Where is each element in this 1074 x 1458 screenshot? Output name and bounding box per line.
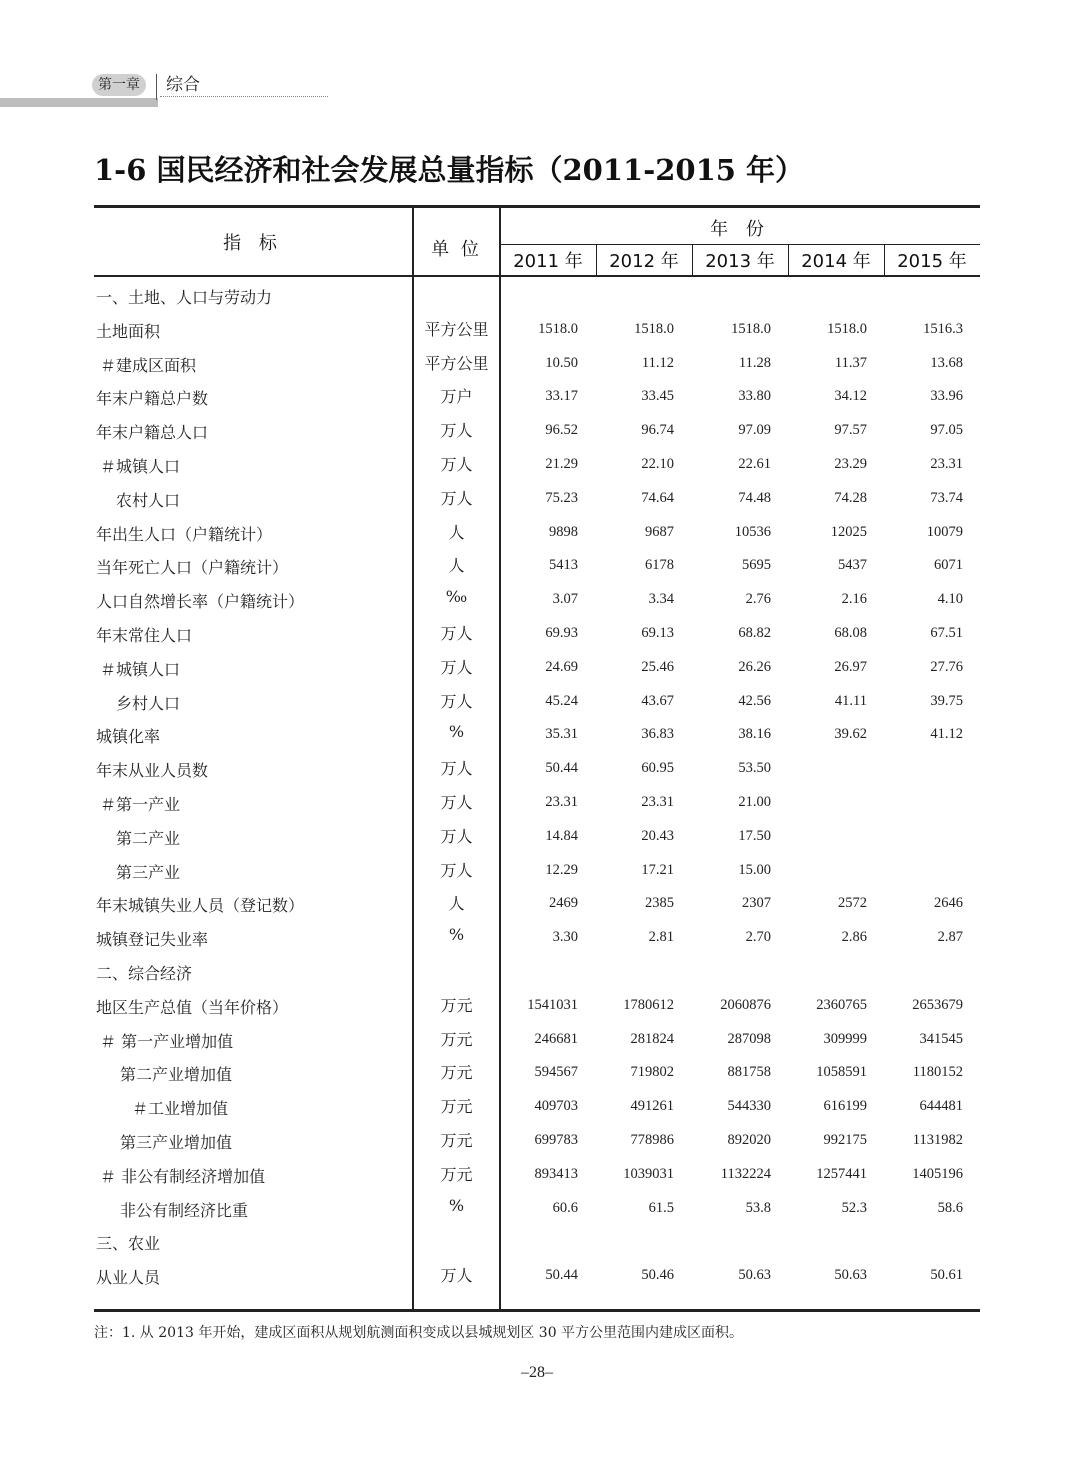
value-cell: 409703 (534, 1098, 578, 1115)
value-cell: 26.97 (834, 658, 867, 675)
indicator-unit: 平方公里 (424, 353, 489, 373)
value-cell: 50.61 (930, 1267, 963, 1284)
indicator-name: 第二产业增加值 (120, 1065, 233, 1085)
value-cell: 33.17 (545, 388, 578, 405)
indicator-name: 二、综合经济 (96, 963, 193, 983)
value-cell: 50.63 (738, 1267, 771, 1284)
value-cell: 341545 (919, 1030, 963, 1047)
table-row (94, 549, 980, 583)
value-cell: 1516.3 (923, 320, 963, 337)
value-cell: 27.76 (930, 658, 963, 675)
table-row (94, 313, 980, 347)
indicator-unit: 万元 (440, 1097, 473, 1117)
indicator-unit: 万人 (440, 623, 473, 643)
table-row (94, 448, 980, 482)
value-cell: 74.48 (738, 489, 771, 506)
value-cell: 38.16 (738, 726, 771, 743)
value-cell: 23.29 (834, 455, 867, 472)
indicator-name: ＃城镇人口 (100, 659, 181, 679)
year-header: 2015 年 (897, 251, 967, 272)
table-row (94, 1158, 980, 1192)
indicator-unit: 万人 (440, 759, 473, 779)
indicator-name: ＃ 第一产业增加值 (100, 1031, 234, 1051)
value-cell: 9687 (645, 523, 674, 540)
value-cell: 2060876 (720, 996, 771, 1013)
indicator-unit: % (448, 925, 465, 945)
indicator-name: 地区生产总值（当年价格） (96, 997, 289, 1017)
value-cell: 1058591 (816, 1064, 867, 1081)
indicator-unit: 人 (448, 522, 465, 542)
value-cell: 22.10 (641, 455, 674, 472)
indicator-name: ＃ 非公有制经济增加值 (100, 1166, 266, 1186)
value-cell: 2.86 (841, 929, 867, 946)
value-cell: 4.10 (937, 591, 963, 608)
header-years: 年 份 (710, 219, 770, 240)
value-cell: 1039031 (623, 1165, 674, 1182)
value-cell: 97.57 (834, 422, 867, 439)
indicator-name: ＃城镇人口 (100, 456, 181, 476)
value-cell: 52.3 (841, 1199, 867, 1216)
value-cell: 11.12 (641, 354, 674, 371)
value-cell: 13.68 (930, 354, 963, 371)
value-cell: 17.21 (641, 861, 674, 878)
value-cell: 2646 (934, 895, 963, 912)
value-cell: 2360765 (816, 996, 867, 1013)
indicator-unit: 万元 (440, 1164, 473, 1184)
value-cell: 1257441 (816, 1165, 867, 1182)
table-row (94, 955, 980, 989)
value-cell: 34.12 (834, 388, 867, 405)
value-cell: 2653679 (912, 996, 963, 1013)
value-cell: 5695 (742, 557, 771, 574)
value-cell: 23.31 (930, 455, 963, 472)
value-cell: 35.31 (545, 726, 578, 743)
value-cell: 2.76 (745, 591, 771, 608)
value-cell: 69.93 (545, 624, 578, 641)
value-cell: 2385 (645, 895, 674, 912)
indicator-unit: 万人 (440, 454, 473, 474)
indicator-name: 非公有制经济比重 (120, 1200, 249, 1220)
indicator-unit: 人 (448, 556, 465, 576)
footnote: 注：1. 从 2013 年开始，建成区面积从规划航测面积变成以县城规划区 30 平方公里范围内建成区面积。 (94, 1325, 744, 1341)
value-cell: 60.95 (641, 760, 674, 777)
value-cell: 53.50 (738, 760, 771, 777)
indicator-name: 年末户籍总户数 (96, 389, 209, 409)
table-top-rule (94, 205, 980, 208)
value-cell: 1131982 (912, 1131, 963, 1148)
table-row (94, 347, 980, 381)
value-cell: 5437 (838, 557, 867, 574)
value-cell: 719802 (630, 1064, 674, 1081)
year-header: 2012 年 (609, 251, 679, 272)
indicator-name: 人口自然增长率（户籍统计） (96, 592, 305, 612)
value-cell: 2307 (742, 895, 771, 912)
value-cell: 11.28 (738, 354, 771, 371)
table-row (94, 921, 980, 955)
value-cell: 73.74 (930, 489, 963, 506)
value-cell: 20.43 (641, 827, 674, 844)
table-row (94, 1124, 980, 1158)
indicator-unit: ‰ (445, 587, 468, 607)
value-cell: 6071 (934, 557, 963, 574)
value-cell: 992175 (823, 1131, 867, 1148)
value-cell: 26.26 (738, 658, 771, 675)
value-cell: 60.6 (552, 1199, 578, 1216)
value-cell: 41.11 (834, 692, 867, 709)
table-row (94, 1056, 980, 1090)
value-cell: 58.6 (937, 1199, 963, 1216)
table-row (94, 1225, 980, 1259)
indicator-name: ＃建成区面积 (100, 355, 197, 375)
value-cell: 5413 (549, 557, 578, 574)
value-cell: 778986 (630, 1131, 674, 1148)
year-divider (788, 245, 789, 275)
year-header: 2013 年 (705, 251, 775, 272)
value-cell: 75.23 (545, 489, 578, 506)
value-cell: 33.80 (738, 388, 771, 405)
value-cell: 12025 (830, 523, 867, 540)
indicator-name: 年末户籍总人口 (96, 423, 209, 443)
indicator-unit: 万人 (440, 860, 473, 880)
value-cell: 3.34 (648, 591, 674, 608)
value-cell: 14.84 (545, 827, 578, 844)
value-cell: 544330 (727, 1098, 771, 1115)
value-cell: 2.70 (745, 929, 771, 946)
table-row (94, 279, 980, 313)
value-cell: 594567 (534, 1064, 578, 1081)
value-cell: 2.81 (648, 929, 674, 946)
value-cell: 50.44 (545, 1267, 578, 1284)
table-row (94, 887, 980, 921)
value-cell: 246681 (534, 1030, 578, 1047)
value-cell: 1180152 (912, 1064, 963, 1081)
indicator-unit: 万元 (440, 995, 473, 1015)
table-row (94, 1023, 980, 1057)
value-cell: 2.87 (937, 929, 963, 946)
indicator-name: 年末城镇失业人员（登记数） (96, 896, 305, 916)
header-indicator: 指 标 (223, 233, 283, 254)
value-cell: 2572 (838, 895, 867, 912)
value-cell: 97.09 (738, 422, 771, 439)
value-cell: 9898 (549, 523, 578, 540)
table-row (94, 854, 980, 888)
value-cell: 309999 (823, 1030, 867, 1047)
value-cell: 281824 (630, 1030, 674, 1047)
header-bar (0, 98, 158, 107)
indicator-name: 第二产业 (116, 828, 181, 848)
value-cell: 21.00 (738, 793, 771, 810)
value-cell: 96.52 (545, 422, 578, 439)
table-row (94, 752, 980, 786)
value-cell: 892020 (727, 1131, 771, 1148)
value-cell: 39.75 (930, 692, 963, 709)
header-dotted-rule (160, 96, 328, 97)
value-cell: 6178 (645, 557, 674, 574)
years-subheader-rule (500, 244, 980, 245)
header-unit: 单 位 (431, 239, 482, 260)
page-title: 1-6 国民经济和社会发展总量指标（2011-2015 年） (94, 153, 805, 187)
value-cell: 287098 (727, 1030, 771, 1047)
indicator-name: 年末常住人口 (96, 625, 193, 645)
value-cell: 45.24 (545, 692, 578, 709)
value-cell: 2469 (549, 895, 578, 912)
table-row (94, 1259, 980, 1293)
value-cell: 10.50 (545, 354, 578, 371)
value-cell: 699783 (534, 1131, 578, 1148)
value-cell: 22.61 (738, 455, 771, 472)
table-row (94, 989, 980, 1023)
indicator-unit: % (448, 1195, 465, 1215)
table-row (94, 617, 980, 651)
indicator-unit: 万人 (440, 792, 473, 812)
value-cell: 97.05 (930, 422, 963, 439)
indicator-name: 第三产业增加值 (120, 1132, 233, 1152)
indicator-unit: 人 (448, 894, 465, 914)
indicator-name: 城镇登记失业率 (96, 930, 209, 950)
indicator-name: 土地面积 (96, 321, 161, 341)
table-row (94, 1090, 980, 1124)
value-cell: 42.56 (738, 692, 771, 709)
value-cell: 1518.0 (538, 320, 578, 337)
indicator-name: ＃第一产业 (100, 794, 181, 814)
table-row (94, 651, 980, 685)
year-divider (692, 245, 693, 275)
table-row (94, 718, 980, 752)
indicator-unit: 平方公里 (424, 319, 489, 339)
value-cell: 67.51 (930, 624, 963, 641)
value-cell: 15.00 (738, 861, 771, 878)
value-cell: 11.37 (834, 354, 867, 371)
value-cell: 3.07 (552, 591, 578, 608)
indicator-unit: % (448, 722, 465, 742)
table-row (94, 516, 980, 550)
indicator-unit: 万元 (440, 1130, 473, 1150)
table-row (94, 685, 980, 719)
value-cell: 68.08 (834, 624, 867, 641)
indicator-unit: 万元 (440, 1063, 473, 1083)
indicator-unit: 万人 (440, 488, 473, 508)
table-row (94, 583, 980, 617)
indicator-name: 乡村人口 (116, 693, 181, 713)
value-cell: 39.62 (834, 726, 867, 743)
table-row (94, 820, 980, 854)
indicator-unit: 万人 (440, 1266, 473, 1286)
value-cell: 1518.0 (634, 320, 674, 337)
value-cell: 10536 (734, 523, 771, 540)
value-cell: 23.31 (641, 793, 674, 810)
indicator-name: 城镇化率 (96, 727, 161, 747)
value-cell: 50.46 (641, 1267, 674, 1284)
value-cell: 50.44 (545, 760, 578, 777)
value-cell: 74.28 (834, 489, 867, 506)
indicator-name: 当年死亡人口（户籍统计） (96, 558, 289, 578)
year-header: 2014 年 (801, 251, 871, 272)
value-cell: 68.82 (738, 624, 771, 641)
value-cell: 1541031 (527, 996, 578, 1013)
value-cell: 616199 (823, 1098, 867, 1115)
indicator-unit: 万人 (440, 657, 473, 677)
indicator-name: 三、农业 (96, 1234, 161, 1254)
value-cell: 1518.0 (827, 320, 867, 337)
indicator-name: ＃工业增加值 (132, 1099, 229, 1119)
chapter-badge: 第一章 (92, 74, 146, 96)
chapter-name: 综合 (166, 75, 200, 95)
value-cell: 17.50 (738, 827, 771, 844)
page-number: –28– (521, 1364, 553, 1381)
value-cell: 893413 (534, 1165, 578, 1182)
value-cell: 23.31 (545, 793, 578, 810)
indicator-unit: 万人 (440, 826, 473, 846)
table-header-rule (94, 275, 980, 277)
value-cell: 33.96 (930, 388, 963, 405)
value-cell: 43.67 (641, 692, 674, 709)
value-cell: 644481 (919, 1098, 963, 1115)
table-row (94, 786, 980, 820)
value-cell: 12.29 (545, 861, 578, 878)
value-cell: 3.30 (552, 929, 578, 946)
value-cell: 36.83 (641, 726, 674, 743)
table-bottom-rule (94, 1309, 980, 1312)
table-body (94, 279, 980, 1293)
table-row (94, 380, 980, 414)
value-cell: 74.64 (641, 489, 674, 506)
indicator-name: 从业人员 (96, 1268, 161, 1288)
indicator-name: 一、土地、人口与劳动力 (96, 288, 273, 307)
value-cell: 25.46 (641, 658, 674, 675)
value-cell: 50.63 (834, 1267, 867, 1284)
indicator-name: 第三产业 (116, 862, 181, 882)
value-cell: 491261 (630, 1098, 674, 1115)
value-cell: 41.12 (930, 726, 963, 743)
indicator-name: 年末从业人员数 (96, 761, 209, 781)
table-row (94, 1192, 980, 1226)
indicator-name: 农村人口 (116, 490, 181, 510)
value-cell: 24.69 (545, 658, 578, 675)
value-cell: 10079 (926, 523, 963, 540)
indicator-unit: 万人 (440, 691, 473, 711)
value-cell: 1132224 (720, 1165, 771, 1182)
indicator-unit: 万人 (440, 421, 473, 441)
year-header: 2011 年 (513, 251, 583, 272)
value-cell: 33.45 (641, 388, 674, 405)
header-separator (156, 74, 157, 100)
indicator-name: 年出生人口（户籍统计） (96, 524, 273, 544)
value-cell: 96.74 (641, 422, 674, 439)
value-cell: 61.5 (648, 1199, 674, 1216)
table-row (94, 482, 980, 516)
value-cell: 2.16 (841, 591, 867, 608)
value-cell: 69.13 (641, 624, 674, 641)
value-cell: 21.29 (545, 455, 578, 472)
table-row (94, 414, 980, 448)
value-cell: 881758 (727, 1064, 771, 1081)
indicator-unit: 万户 (440, 387, 473, 407)
value-cell: 53.8 (745, 1199, 771, 1216)
value-cell: 1518.0 (731, 320, 771, 337)
year-divider (596, 245, 597, 275)
indicator-unit: 万元 (440, 1029, 473, 1049)
value-cell: 1780612 (623, 996, 674, 1013)
value-cell: 1405196 (912, 1165, 963, 1182)
year-divider (884, 245, 885, 275)
